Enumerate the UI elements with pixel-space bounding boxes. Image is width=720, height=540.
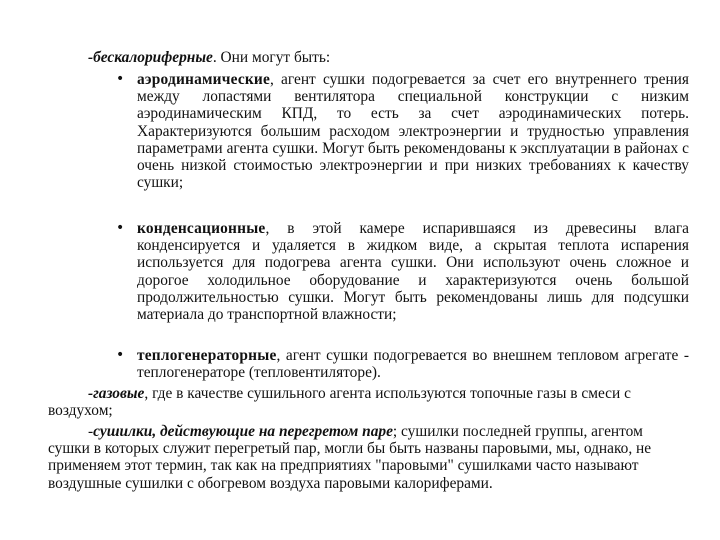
list-item-term: аэродинамические: [137, 71, 271, 88]
list-item-text: , в этой камере испарившаяся из древесины влага конденсируется и удаляется в жидком виде, а скрытая теплота испарения используется для подогрева агента сушки. Они используют очень сложное и дорогое холодильное оборудование и характеризуются очень большой продолжительностью сушки. Могут быть рекомендованы лишь для подсушки материала до транспортной влажности;: [137, 220, 689, 324]
list-item-aerodynamic: [116, 71, 689, 192]
bullet-icon: •: [116, 220, 125, 236]
list-item-term: конденсационные: [137, 220, 266, 237]
bullet-icon: •: [116, 71, 125, 87]
intro-term: -бескалориферные: [88, 49, 213, 66]
steam-term: сушилки, действующие на перегретом паре: [93, 423, 393, 440]
steam-section: [48, 423, 668, 492]
list-item-heatgen: [116, 347, 689, 382]
steam-prefix: -: [88, 423, 94, 440]
list-item-text: , агент сушки подогревается во внешнем тепловом агрегате - теплогенераторе (тепловентиляторе).: [137, 347, 689, 382]
steam-text: ; сушилки последней группы, агентом сушки в которых служит перегретый пар, могли бы быть названы паровыми, мы, однако, не применяем этот термин, так как на предприятиях "паровыми" сушилками часто называют воздушные сушилки с обогревом воздуха паровыми калориферами.: [48, 423, 652, 492]
intro-text: . Они могут быть:: [212, 49, 331, 66]
bullet-icon: •: [116, 347, 125, 363]
intro-line: [88, 49, 688, 66]
list-item-text: , агент сушки подогревается за счет его внутреннего трения между лопастями вентилятора специальной конструкции с низким аэродинамическим КПД, то есть за счет аэродинамических потерь. Характеризуются большим расходом электроэнергии и трудностью управления параметрами агента сушки. Могут быть рекомендованы к эксплуатации в районах с очень низкой стоимостью электроэнергии и при низких требованиях к качеству сушки;: [137, 71, 689, 192]
list-item-term: теплогенераторные: [137, 347, 277, 364]
gas-text: , где в качестве сушильного агента используются топочные газы в смеси с воздухом;: [48, 385, 631, 420]
list-item-condensation: [116, 220, 689, 324]
gas-term: -газовые: [88, 385, 145, 402]
gas-section: [48, 385, 668, 419]
